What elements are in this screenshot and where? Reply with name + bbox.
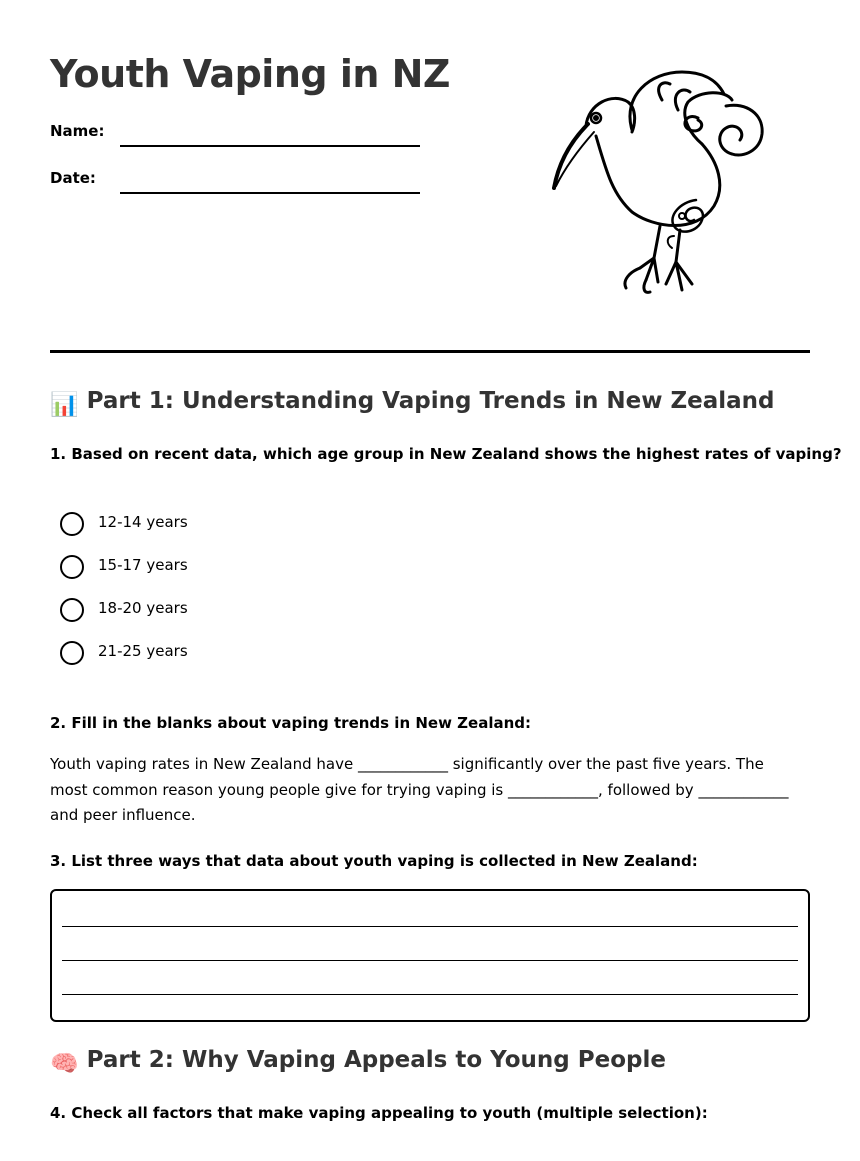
option-label: 18-20 years [98, 599, 188, 617]
date-field[interactable] [50, 169, 420, 199]
part2-title: Part 2: Why Vaping Appeals to Young People [86, 1047, 666, 1073]
part1-title: Part 1: Understanding Vaping Trends in New Zealand [86, 388, 775, 414]
q1-option-4[interactable] [60, 639, 360, 682]
kiwi-bird-icon [550, 66, 770, 296]
radio-button[interactable] [60, 641, 84, 665]
part1-heading [50, 388, 774, 418]
option-label: 12-14 years [98, 513, 188, 531]
worksheet-header [50, 50, 810, 302]
question-1: 1. Based on recent data, which age group in New Zealand shows the highest rates of vaping? [50, 445, 842, 463]
name-label: Name: [50, 122, 105, 140]
q3-answer-box[interactable] [50, 889, 810, 1022]
answer-line-3[interactable] [62, 994, 798, 995]
name-field[interactable] [50, 122, 420, 152]
q1-options [60, 510, 360, 682]
option-label: 15-17 years [98, 556, 188, 574]
q1-option-2[interactable] [60, 553, 360, 596]
q1-option-3[interactable] [60, 596, 360, 639]
q1-option-1[interactable] [60, 510, 360, 553]
bar-chart-icon: 📊 [50, 392, 79, 418]
section-divider [50, 350, 810, 353]
part2-heading [50, 1047, 666, 1077]
brain-icon: 🧠 [50, 1051, 79, 1077]
radio-button[interactable] [60, 555, 84, 579]
radio-button[interactable] [60, 598, 84, 622]
question-2: 2. Fill in the blanks about vaping trends in New Zealand: [50, 714, 532, 732]
date-line[interactable] [120, 192, 420, 194]
name-line[interactable] [120, 145, 420, 147]
fill-in-blanks-paragraph: Youth vaping rates in New Zealand have ____________ significantly over the past five years. The most common reason young people give for trying vaping is ____________, followed by ____________ and peer influence. [50, 755, 789, 824]
answer-line-1[interactable] [62, 926, 798, 927]
date-label: Date: [50, 169, 96, 187]
radio-button[interactable] [60, 512, 84, 536]
answer-line-2[interactable] [62, 960, 798, 961]
question-4: 4. Check all factors that make vaping appealing to youth (multiple selection): [50, 1104, 708, 1122]
option-label: 21-25 years [98, 642, 188, 660]
question-3: 3. List three ways that data about youth vaping is collected in New Zealand: [50, 852, 698, 870]
page-title: Youth Vaping in NZ [50, 52, 450, 96]
